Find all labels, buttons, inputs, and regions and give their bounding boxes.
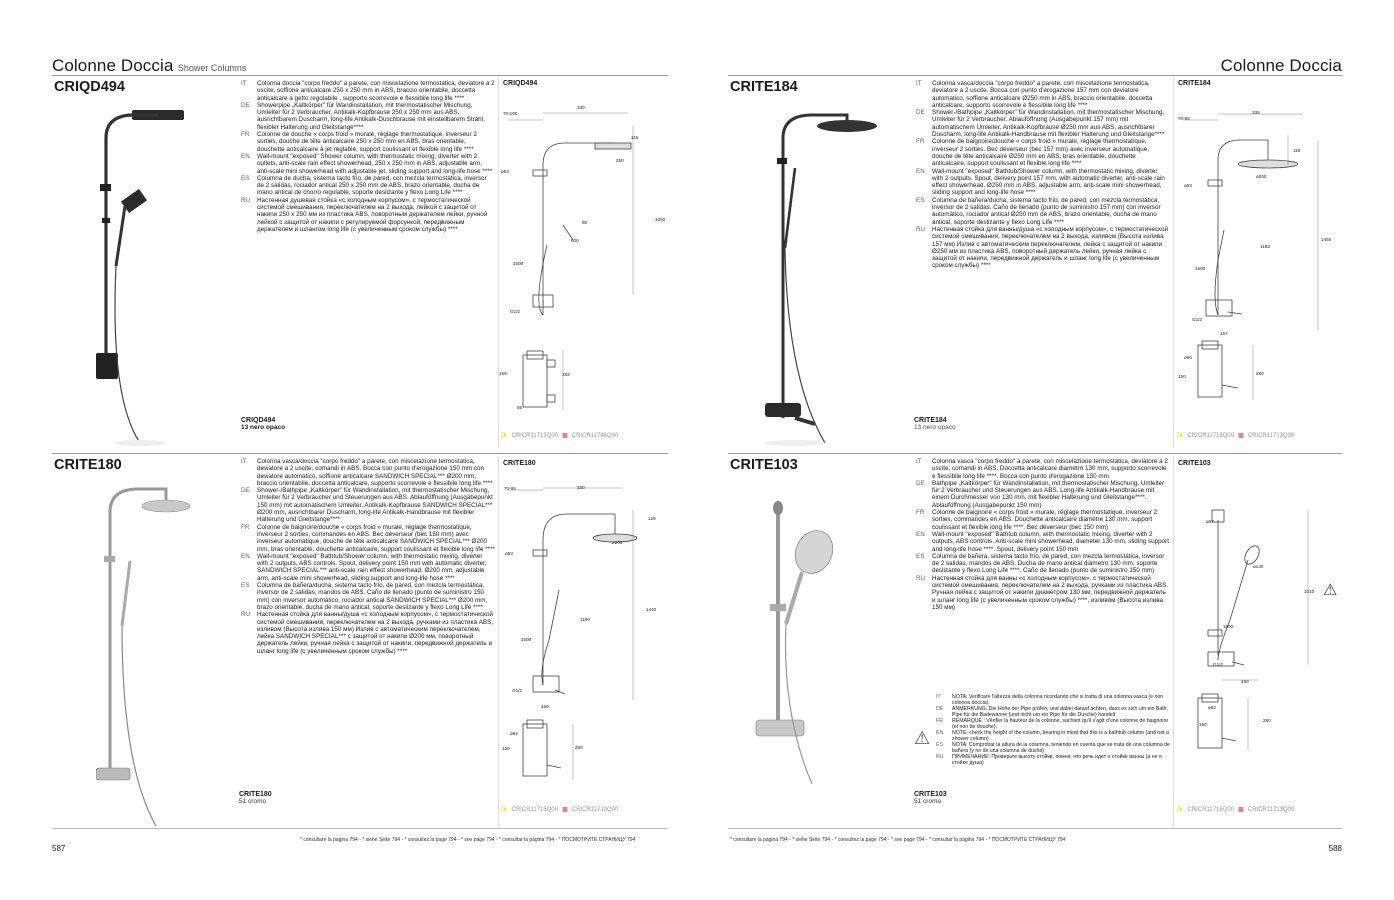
product-code: CRIQD494 <box>54 79 125 95</box>
column-divider <box>1173 457 1174 827</box>
right-header-divider <box>728 75 1342 76</box>
dim-label: 65 <box>517 405 523 410</box>
shower-icon: ✨ <box>500 807 508 813</box>
dim-label: 250 <box>616 158 624 163</box>
dim-label: 150 <box>499 371 507 376</box>
product-image <box>755 98 880 448</box>
warning-icon: ⚠ <box>1323 582 1338 599</box>
page-title: Colonne Doccia <box>52 56 174 75</box>
dim-label: 280 <box>1256 371 1264 376</box>
dim-label: 330 <box>577 105 585 110</box>
thermostat-icon: ▩ <box>1238 433 1244 439</box>
dim-label: 1500 <box>521 637 532 642</box>
dim-label: G1/2 <box>1213 662 1223 667</box>
footer-note: * consultare la pagina 794 - * siehe Seite 794 - * consultez la page 794 - * see page 794 - * consultar la página 794 - * ПОСМОТРИТЕ СТРАНИЦУ 794 <box>730 837 1066 843</box>
column-divider <box>498 457 499 827</box>
drawing-label: CRITE184 <box>1178 80 1211 87</box>
page-number: 588 <box>1328 844 1342 853</box>
dim-label: 1050 <box>655 217 666 222</box>
dim-label: G1/2 <box>1192 317 1202 322</box>
finish-info: CRIQD494 13 nero opaco <box>241 417 286 431</box>
shower-icon: ✨ <box>1176 807 1184 813</box>
dim-label: ø205 <box>612 540 623 545</box>
dim-label: ø53 <box>1184 183 1192 188</box>
drawing-label: CRITE103 <box>1178 460 1211 467</box>
note-block: IT NOTA: Verificare l'altezza della colonna ricordando che si tratta di una colonna vasca (e non colonna doccia). DE ANMERKUNG: Die Höhe der Pipe prüfen, und dabei darauf achten, dass es sich um ein Bath Pipe für die Badewanne (und nicht um ein Pipe für die Dusche) handelt FR REMARQUE : Vérifier la hauteur de la colonne, sachant qu'il s'agit d'une colonne de baignoire (et non de douche). EN NOTE: check the height of the column, bearing in mind that this is a bathtub column (and not a shower column) ES NOTA: Comprobar la altura de la columna, teniendo en cuenta que se trata de una columna de bañera (y no de una columna de ducha) RU ПРИМЕЧАНИЕ: Проверьте высоту стойки, помня, что речь идет о стойке ванны (а не о стойке душа) <box>936 694 1170 766</box>
finish-info: CRITE103 51 cromo <box>914 791 947 805</box>
right-middle-divider <box>728 453 1342 454</box>
drawing-label: CRIQD494 <box>503 80 538 87</box>
dim-label: 70-95 <box>504 486 516 491</box>
dim-label: ø250 <box>1256 174 1267 179</box>
drawing-label: CRITE180 <box>503 460 536 467</box>
left-middle-divider <box>52 453 668 454</box>
product-image <box>96 476 196 832</box>
product-description: IT Colonna vasca/doccia "corpo freddo" a parete, con miscelazione termostatica, deviatore a 2 uscite. Bocca con punto d'erogazione 157 mm con deviatore automatico, soffione anticalcare Ø250 mm in ABS, braccio orientabile, doccetta anticalcare, supporto scorrevole e flessibile long life **** DE Shower-/Bathpipe „Kaltkörper" für Wandinstallation, mit thermostatischer Mischung, Umleiter für 2 Verbraucher. Ablauföffnung (Ausgabepunkt 157 mm) mit automatischem Umleiter, Antikalk-Kopfbrause Ø250 mm aus ABS, ausrichtbarer Duscharm, long-life Antikalk-Handbrause mit flexibler Halterung und Gleitstange**** FR Colonne de baignoire/douche « corps froid » murale, réglage thermostatique, inverseur 2 sorties. Bec déverseur (bec 157 mm) avec inverseur automatique, douche de tête anticalcaire Ø250 mm en ABS, bras orientable, douchette anticalcaire, support coulissant et flexible long life **** EN Wall-mount "exposed" Bathtub/Shower column, with thermostatic mixing, diverter with 2 outputs. Spout, delivery point 157 mm, with automatic diverter, anti-scale rain effect showerhead, Ø250 mm in ABS, adjustable arm, anti-scale mini showerhead, sliding support and long-life hose **** ES Columna de bañera/ducha, sistema tacto frío, de pared, con mezcla termostática, inversor de 2 salidas. Caño de llenado (punto de suministro 157 mm) con inversor automático, rociador antical Ø250 mm de ABS, brazo orientable, ducha de mano antical, soporte deslizante y flexo Long Life **** RU Настенная стойка для ванны/душа «с холодным корпусом», с термостатической системой смешивания, переключателем на 2 выхода, изливом (Высота излива 157 мм) Излив с автоматическим переключателем, лейка с защитой от накипи Ø250 мм из пластика ABS, поворотный держатель лейки, ручная лейка с защитой от накипи, передвижной держатель и шланг long life (с увеличенным сроком службы) **** <box>916 80 1169 270</box>
shower-icon: ✨ <box>1176 433 1184 439</box>
dim-label: ø53 <box>501 169 509 174</box>
thermostat-icon: ▩ <box>562 807 568 813</box>
product-image <box>752 494 842 790</box>
product-description: IT Colonna vasca/doccia "corpo freddo" a parete, con miscelazione termostatica, deviatore a 2 uscite, comandi in ABS. Bocca con punto d'erogazione 150 mm con deviatore automatico, soffione anticalcare SANDWICH SPECIAL*** Ø200 mm, braccio orientabile, doccetta anticalcare, supporto scorrevole e flessibile long life **** DE Shower-/Bathpipe „Kaltkörper" für Wandinstallation, mit thermostatischer Mischung, Umleiter für 2 Verbraucher und Steuerungen aus ABS. Ablauföffnung (Ausgabepunkt 150 mm) mit automatischem Umleiter, Antikalk-Kopfbrause SANDWICH SPECIAL*** Ø200 mm, ausrichtbarer Duscharm, long-life Antikalk-Handbrause mit flexibler Halterung und Gleitstange**** FR Colonne de baignoire/douche « corps froid » murale, réglage thermostatique, inverseur 2 sorties, commandes en ABS. Bec déverseur (bec 150 mm) avec inverseur automatique, douche de tête anticalcaire SANDWICH SPECIAL*** Ø200 mm, bras orientable, douchette anticalcaire, support coulissant et flexible long life **** EN Wall-mount "exposed" Bathtub/Shower column, with thermostatic mixing, diverter with 2 outputs, ABS controls. Spout, delivery point 150 mm with automatic diverter, SANDWICH SPECIAL*** anti-scale rain effect showerhead, Ø200 mm, adjustable arm, anti-scale mini showerhead, sliding support and long-life hose **** ES Columna de bañera/ducha, sistema tacto frío, de pared, con mezcla termostática, inversor de 2 salidas, mandos de ABS. Caño de llenado (punto de suministro 150 mm) con inversor automático, rociador antical SANDWICH SPECIAL*** Ø200 mm, brazo orientable, ducha de mano antical, soporte deslizante y flexo Long Life **** RU Настенная стойка для ванны/душа «с холодным корпусом», с термостатической системой смешивания, переключателем на 2 выхода, ручками из пластика ABS, изливом (Высота излива 150 мм) Излив с автоматическим переключателем, лейка SANDWICH SPECIAL*** с защитой от накипи Ø200 мм, поворотный держатель лейки, ручная лейка с защитой от накипи, передвижной держатель и шланг long life (с увеличенным сроком службы) **** <box>241 458 496 655</box>
left-header <box>52 56 246 76</box>
dim-label: 150 <box>1241 679 1249 684</box>
dim-label: 1010 <box>1304 589 1315 594</box>
right-footer-divider <box>728 828 1342 829</box>
accessory-icons: ✨ CRICR11715Q00 ▩ CRICR11713Q00 <box>1176 806 1295 813</box>
right-page-title: Colonne Doccia <box>1220 56 1342 75</box>
thermostat-icon: ▩ <box>562 433 568 439</box>
product-code: CRITE180 <box>54 457 122 473</box>
accessory-icons: ✨ CRICR11715Q00 ▩ CRICR11713Q00 <box>1176 432 1295 439</box>
page-number: 587 <box>52 844 66 853</box>
dim-label: ø67 <box>1206 519 1214 524</box>
dim-label: 1185 <box>1260 244 1270 249</box>
dim-label: ø130 <box>1253 564 1264 569</box>
dim-label: G1/2 <box>512 688 522 693</box>
product-code: CRITE103 <box>730 457 798 473</box>
dim-label: 1190 <box>580 617 590 622</box>
technical-drawing <box>1178 500 1338 800</box>
dim-label: 118 <box>1293 148 1301 153</box>
column-divider <box>1173 78 1174 448</box>
footer-note: * consultare la pagina 794 - * siehe Seite 794 - * consultez la page 794 - * see page 794 - * consultar la página 794 - * ПОСМОТРИТЕ СТРАНИЦУ 794 <box>300 837 636 843</box>
product-code: CRITE184 <box>730 79 798 95</box>
dim-label: 283 <box>562 372 570 377</box>
dim-label: 280 <box>575 745 583 750</box>
dim-label: 150 <box>1199 722 1207 727</box>
dim-label: 280 <box>1263 718 1271 723</box>
technical-drawing <box>503 105 666 420</box>
dim-label: 150 <box>502 746 510 751</box>
accessory-icons: ✨ CRICR11715Q00 ▩ CRICR11746Q00 <box>500 432 619 439</box>
shower-icon: ✨ <box>500 433 508 439</box>
dim-label: 120 <box>648 516 656 521</box>
dim-label: ø62 <box>1208 705 1216 710</box>
dim-label: 115 <box>631 135 639 140</box>
dim-label: 70-100 <box>503 111 518 116</box>
dim-label: ø53 <box>505 551 513 556</box>
dim-label: ø62 <box>510 731 518 736</box>
left-footer-divider <box>52 828 668 829</box>
dim-label: 335 <box>1252 110 1260 115</box>
product-image <box>92 98 188 448</box>
left-header-divider <box>52 75 668 76</box>
dim-label: 1500 <box>1195 266 1206 271</box>
dim-label: 800 <box>571 238 579 243</box>
accessory-icons: ✨ CRICR11715Q00 ▩ CRICR11713Q00 <box>500 806 619 813</box>
dim-label: 1500 <box>1223 624 1234 629</box>
dim-label: 330 <box>577 485 585 490</box>
column-divider <box>498 78 499 448</box>
finish-info: CRITE180 51 cromo <box>239 791 272 805</box>
dim-label: 1500 <box>513 261 524 266</box>
dim-label: 150 <box>541 704 549 709</box>
dim-label: ø66 <box>1184 355 1192 360</box>
dim-label: 1456 <box>1321 237 1332 242</box>
warning-icon: ⚠ <box>914 728 931 748</box>
dim-label: G1/2 <box>510 309 520 314</box>
dim-label: 157 <box>1220 331 1228 336</box>
page-subtitle: Shower Columns <box>177 63 247 73</box>
dim-label: 70-95 <box>1178 116 1190 121</box>
product-description: IT Colonna vasca "corpo freddo" a parete, con miscelazione termostatica, deviatore a 2 uscite, comandi in ABS. Doccetta anticalcare diametro 130 mm, supporto scorrevole e flessibile long life ****. Bocca con punto d'erogazione 150 mm DE Bathpipe „Kaltkörper" für Wandinstallation, mit thermostatischer Mischung, Umleiter für 2 Verbraucher und Steuerungen aus ABS. Long-life Antikalk-Handbrause mit einem Durchmesser von 130 mm, mit flexibler Halterung und Gleitstange****. Ablauföffnung (Ausgabepunkt 150 mm) FR Colonne de baignoire « corps froid » murale, réglage thermostatique, inverseur 2 sorties, commandes en ABS. Douchette anticalcaire diamètre 130 mm, support coulissant et flexible long life ****. Bec déverseur (bec 150 mm) EN Wall-mount "exposed" Bathtub column, with thermostatic mixing, diverter with 2 outputs, ABS controls. Anti-scale mini showerhead, diameter 130 mm, sliding support and long-life hose ****. Spout, delivery point 150 mm ES Columna de bañera, sistema tacto frío, de pared, con mezcla termostática, inversor de 2 salidas, mandos de ABS. Ducha de mano antical diámetro 130 mm, soporte deslizante y flexo Long Life ****. Caño de llenado (punto de suministro 150 mm) RU Настенная стойка для ванны «с холодным корпусом», с термостатической системой смешивания, переключателем на 2 выхода, ручками из пластика ABS. Ручная лейка с защитой от накипи диаметром 130 мм, передвижной держатель и шланг long life (с увеличенным сроком службы) ****, изливом (Высота излива 150 мм) <box>916 458 1169 611</box>
finish-info: CRITE184 13 nero opaco <box>914 417 956 431</box>
product-description: IT Colonna doccia "corpo freddo" a parete, con miscelazione termostatica, deviatore a 2 uscite, soffione anticalcare 250 x 250 mm in ABS, braccio orientabile, doccetta anticalcare a getto regolabile , supporto scorrevole e flessibile long life **** DE Showerpipe „Kaltkörper" für Wandinstallation, mit thermostatischer Mischung, Umleiter für 2 Verbraucher, Antikalk-Kopfbrause 250 x 250 mm aus ABS, ausrichtbarem Duscharm, long-life Antikalk-Duschbrause mit einstellbarem Strahl, flexibler Halterung und Gleitstange**** FR Colonne de douche « corps froid » murale, réglage thermostatique, inverseur 2 sorties, douche de tête anticalcaire 250 x 250 mm en ABS, bras orientable, douchette anticalcaire à jet réglable, support coulissant et flexible long life **** EN Wall-mount "exposed" Shower column, with thermostatic mixing, diverter with 2 outlets, anti-scale rain effect showerhead, 250 x 250 mm in ABS, adjustable arm, anti-scale mini showerhead with adjustable jet, sliding support and long-life hose **** ES Columna de ducha, sistema tacto frio, de pared, con mezcla termostática, inversor de 2 salidas, rociador antical 250 x 250 mm de ABS, brazo orientable, ducha de mano antical de chorro regulable, soporte deslizante y flexo Long Life **** RU Настенная душевая стойка «с холодным корпусом», с термостатической системой смешивания, переключателем на 2 выхода, лейкой с защитой от накипи 250 x 250 мм из пластика ABS, поворотным держателем лейки, ручной лейкой с защитой от накипи с регулируемой форсункой, передвижным держателем и шлангом long life (с увеличенным сроком службы) **** <box>241 80 495 233</box>
dim-label: 150 <box>1178 374 1186 379</box>
dim-label: 1440 <box>646 607 657 612</box>
dim-label: 95 <box>582 220 588 225</box>
thermostat-icon: ▩ <box>1238 807 1244 813</box>
